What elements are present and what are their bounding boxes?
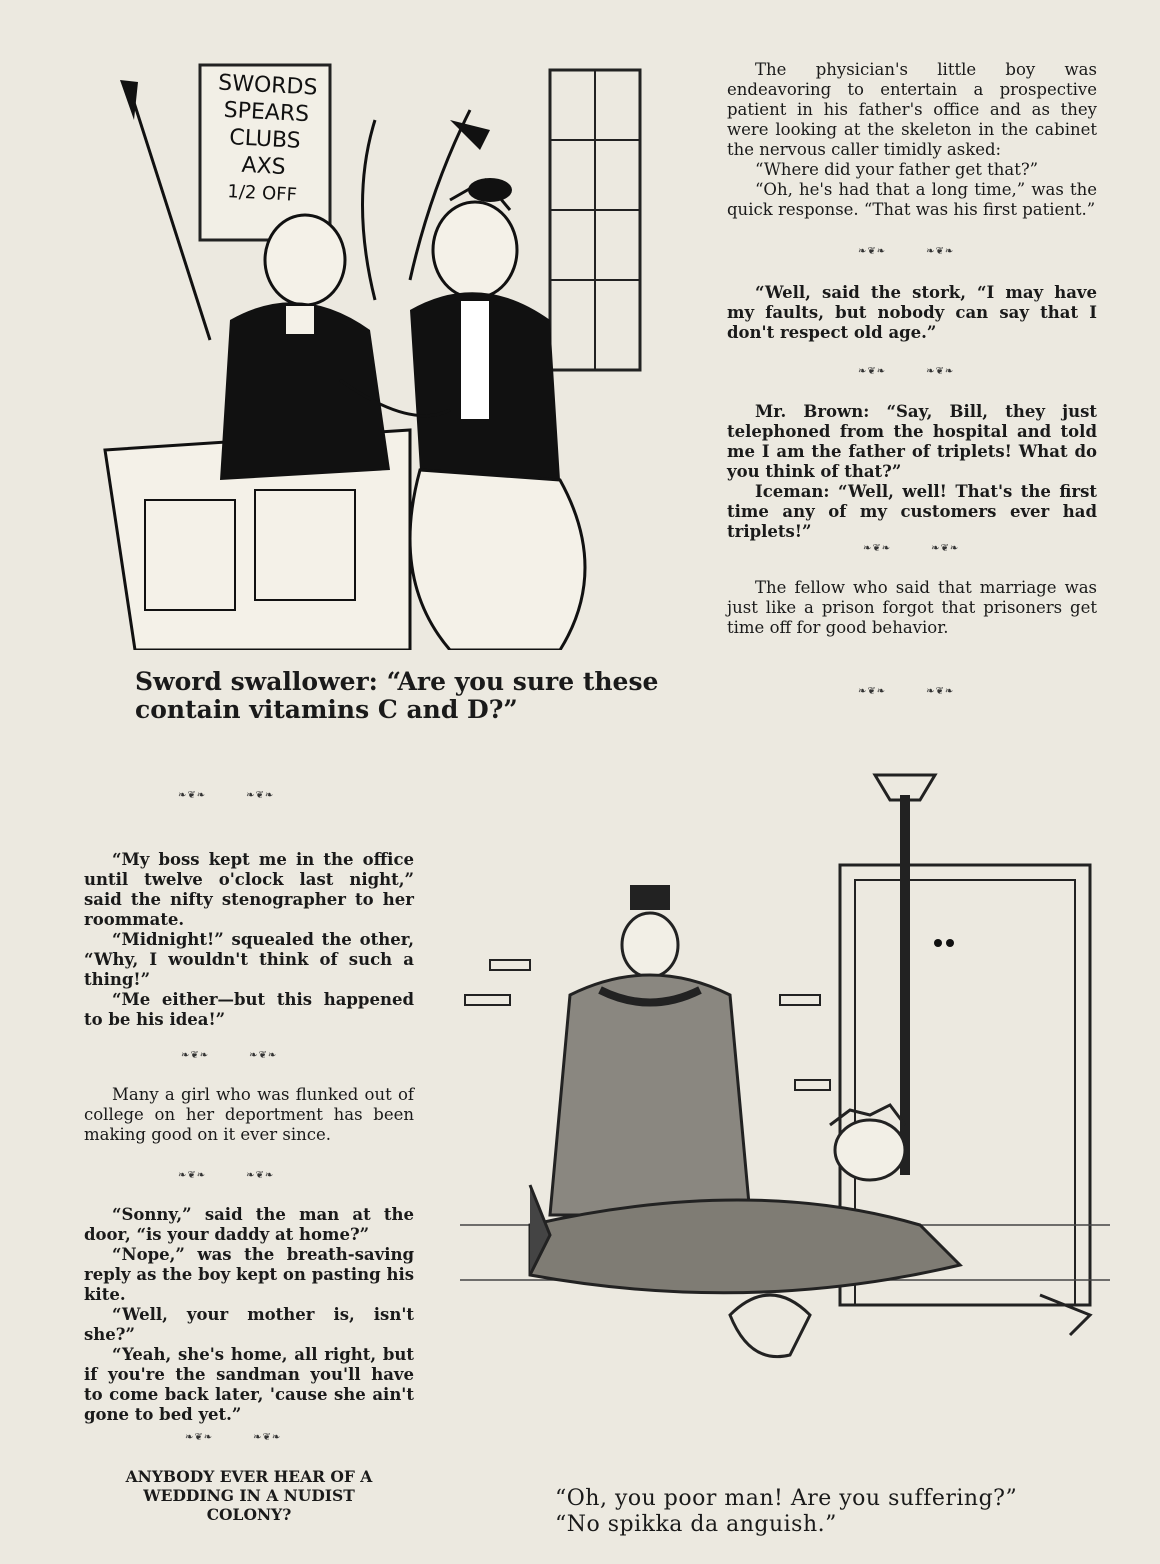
ornament: ❧❦❧ (926, 366, 955, 377)
ornament: ❧❦❧ (178, 1170, 207, 1181)
caption-line: contain vitamins C and D?” (135, 695, 518, 724)
ornament: ❧❦❧ (253, 1432, 282, 1443)
joke-paragraph: “Sonny,” said the man at the door, “is your daddy at home?” (84, 1205, 414, 1244)
ornament-divider (185, 1432, 281, 1443)
ornament: ❧❦❧ (246, 1170, 275, 1181)
ornament: ❧❦❧ (926, 246, 955, 257)
joke-paragraph: The physician's little boy was endeavoring to entertain a prospective patient in his father's office and as they were looking at the skeleton in the cabinet the nervous caller timidly asked: (727, 60, 1097, 159)
cartoon-sign-text (197, 69, 334, 211)
joke-paragraph: Many a girl who was flunked out of college on her deportment has been making good on it ever since. (84, 1085, 414, 1144)
joke-sonny (84, 1205, 414, 1425)
joke-nudist (84, 1467, 414, 1524)
sign-line: SPEARS (223, 97, 310, 128)
joke-paragraph: Iceman: “Well, well! That's the first time any of my customers ever had triplets!” (727, 482, 1097, 541)
joke-line: ANYBODY EVER HEAR OF A (125, 1467, 373, 1486)
ornament: ❧❦❧ (858, 366, 887, 377)
ornament-divider (863, 543, 959, 554)
joke-paragraph: “Where did your father get that?” (755, 160, 1039, 179)
joke-line: COLONY? (206, 1505, 292, 1524)
ornament-divider (178, 1170, 274, 1181)
caption-anguish (555, 1486, 1075, 1538)
ornament: ❧❦❧ (863, 543, 892, 554)
sign-line: AXS (240, 152, 287, 181)
joke-deportment (84, 1085, 414, 1145)
caption-line: “Oh, you poor man! Are you suffering?” (555, 1486, 1018, 1511)
anguish-cartoon (450, 755, 1130, 1495)
joke-paragraph: “Midnight!” squealed the other, “Why, I wouldn't think of such a thing!” (84, 930, 414, 989)
joke-stork (727, 283, 1097, 343)
ornament: ❧❦❧ (178, 790, 207, 801)
ornament: ❧❦❧ (181, 1050, 210, 1061)
joke-line: WEDDING IN A NUDIST (143, 1486, 355, 1505)
ornament: ❧❦❧ (249, 1050, 278, 1061)
ornament: ❧❦❧ (926, 686, 955, 697)
sign-line: CLUBS (228, 125, 302, 154)
joke-boss (84, 850, 414, 1030)
sign-line: SWORDS (217, 70, 319, 101)
ornament-divider (181, 1050, 277, 1061)
joke-skeleton (727, 60, 1097, 220)
joke-prison (727, 578, 1097, 638)
caption-line: “No spikka da anguish.” (555, 1512, 837, 1537)
joke-paragraph: The fellow who said that marriage was just like a prison forgot that prisoners get time off for good behavior. (727, 578, 1097, 637)
caption-line: Sword swallower: “Are you sure these (135, 667, 659, 696)
ornament: ❧❦❧ (185, 1432, 214, 1443)
joke-paragraph: “Me either—but this happened to be his idea!” (84, 990, 414, 1029)
ornament-divider (858, 686, 954, 697)
joke-paragraph: “Oh, he's had that a long time,” was the quick response. “That was his first patient.” (727, 180, 1097, 219)
caption-sword-swallower (135, 668, 675, 724)
ornament: ❧❦❧ (858, 246, 887, 257)
sword-swallower-cartoon (90, 50, 650, 650)
ornament: ❧❦❧ (246, 790, 275, 801)
joke-triplets (727, 402, 1097, 542)
ornament: ❧❦❧ (858, 686, 887, 697)
joke-paragraph: “My boss kept me in the office until twelve o'clock last night,” said the nifty stenographer to her roommate. (84, 850, 414, 929)
ornament-divider (858, 366, 954, 377)
ornament: ❧❦❧ (931, 543, 960, 554)
joke-paragraph: Mr. Brown: “Say, Bill, they just telephoned from the hospital and told me I am the father of triplets! What do you think of that?” (727, 402, 1097, 481)
joke-paragraph: “Well, said the stork, “I may have my faults, but nobody can say that I don't respect old age.” (727, 283, 1097, 342)
sign-line: 1/2 OFF (226, 181, 298, 206)
joke-paragraph: “Well, your mother is, isn't she?” (84, 1305, 414, 1344)
ornament-divider (178, 790, 274, 801)
joke-paragraph: “Yeah, she's home, all right, but if you're the sandman you'll have to come back later, 'cause she ain't gone to bed yet.” (84, 1345, 414, 1424)
joke-paragraph: “Nope,” was the breath-saving reply as the boy kept on pasting his kite. (84, 1245, 414, 1304)
ornament-divider (858, 246, 954, 257)
